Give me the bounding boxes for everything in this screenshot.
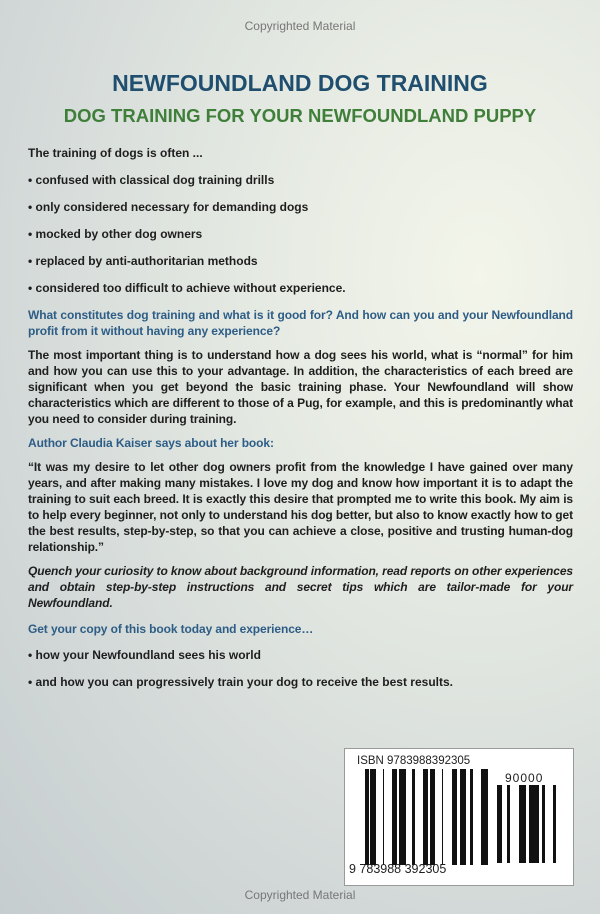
copyright-watermark-bottom: Copyrighted Material — [244, 888, 356, 902]
intro-text: The training of dogs is often ... — [28, 146, 203, 160]
barcode-digits: 9 783988 392305 — [349, 862, 447, 876]
price-code: 90000 — [505, 771, 544, 785]
book-title: NEWFOUNDLAND DOG TRAINING — [112, 70, 488, 96]
bullet-item: • replaced by anti-authoritarian methods — [28, 254, 258, 268]
bullet-item: • and how you can progressively train your dog to receive the best results. — [28, 675, 453, 689]
italic-paragraph: Quench your curiosity to know about background information, read reports on other experiences and obtain step-by-step instructions and secret tips which are tailor-made for your Newfoundland. — [28, 564, 573, 610]
barcode-bars-icon — [365, 769, 491, 875]
author-quote: “It was my desire to let other dog owners profit from the knowledge I have gained over many years, and after making many mistakes. I love my dog and know how important it is to adapt the training to suit each breed. It is exactly this desire that prompted me to write this book. My aim is to help every beginner, not only to understand his dog better, but also to know exactly how to get the best results, step-by-step, so that you can achieve a close, positive and trusting human-dog relationship.” — [28, 460, 573, 554]
isbn-label: ISBN 9783988392305 — [357, 755, 471, 767]
bullet-item: • only considered necessary for demanding dogs — [28, 200, 309, 214]
question-paragraph: What constitutes dog training and what is it good for? And how can you and your Newfoundland profit from it without having any experience? — [28, 308, 573, 338]
bullet-item: • mocked by other dog owners — [28, 227, 203, 241]
bullet-item: • how your Newfoundland sees his world — [28, 648, 261, 662]
book-subtitle: DOG TRAINING FOR YOUR NEWFOUNDLAND PUPPY — [63, 105, 537, 126]
addon-barcode-bars-icon — [497, 785, 557, 873]
bullet-item: • considered too difficult to achieve without experience. — [28, 281, 346, 295]
call-to-action: Get your copy of this book today and experience… — [28, 622, 314, 636]
body-paragraph: The most important thing is to understand how a dog sees his world, what is “normal” for him and how you can use this to your advantage. In addition, the characteristics of each breed are significant when you get beyond the basic training phase. Your Newfoundland will show characteristics which are different to those of a Pug, for example, and this is predominantly what you need to consider during training. — [28, 348, 573, 426]
copyright-watermark-top: Copyrighted Material — [244, 19, 356, 33]
author-line: Author Claudia Kaiser says about her book: — [28, 436, 274, 450]
bullet-item: • confused with classical dog training drills — [28, 173, 275, 187]
isbn-barcode — [344, 748, 574, 886]
back-cover-text — [28, 145, 573, 701]
